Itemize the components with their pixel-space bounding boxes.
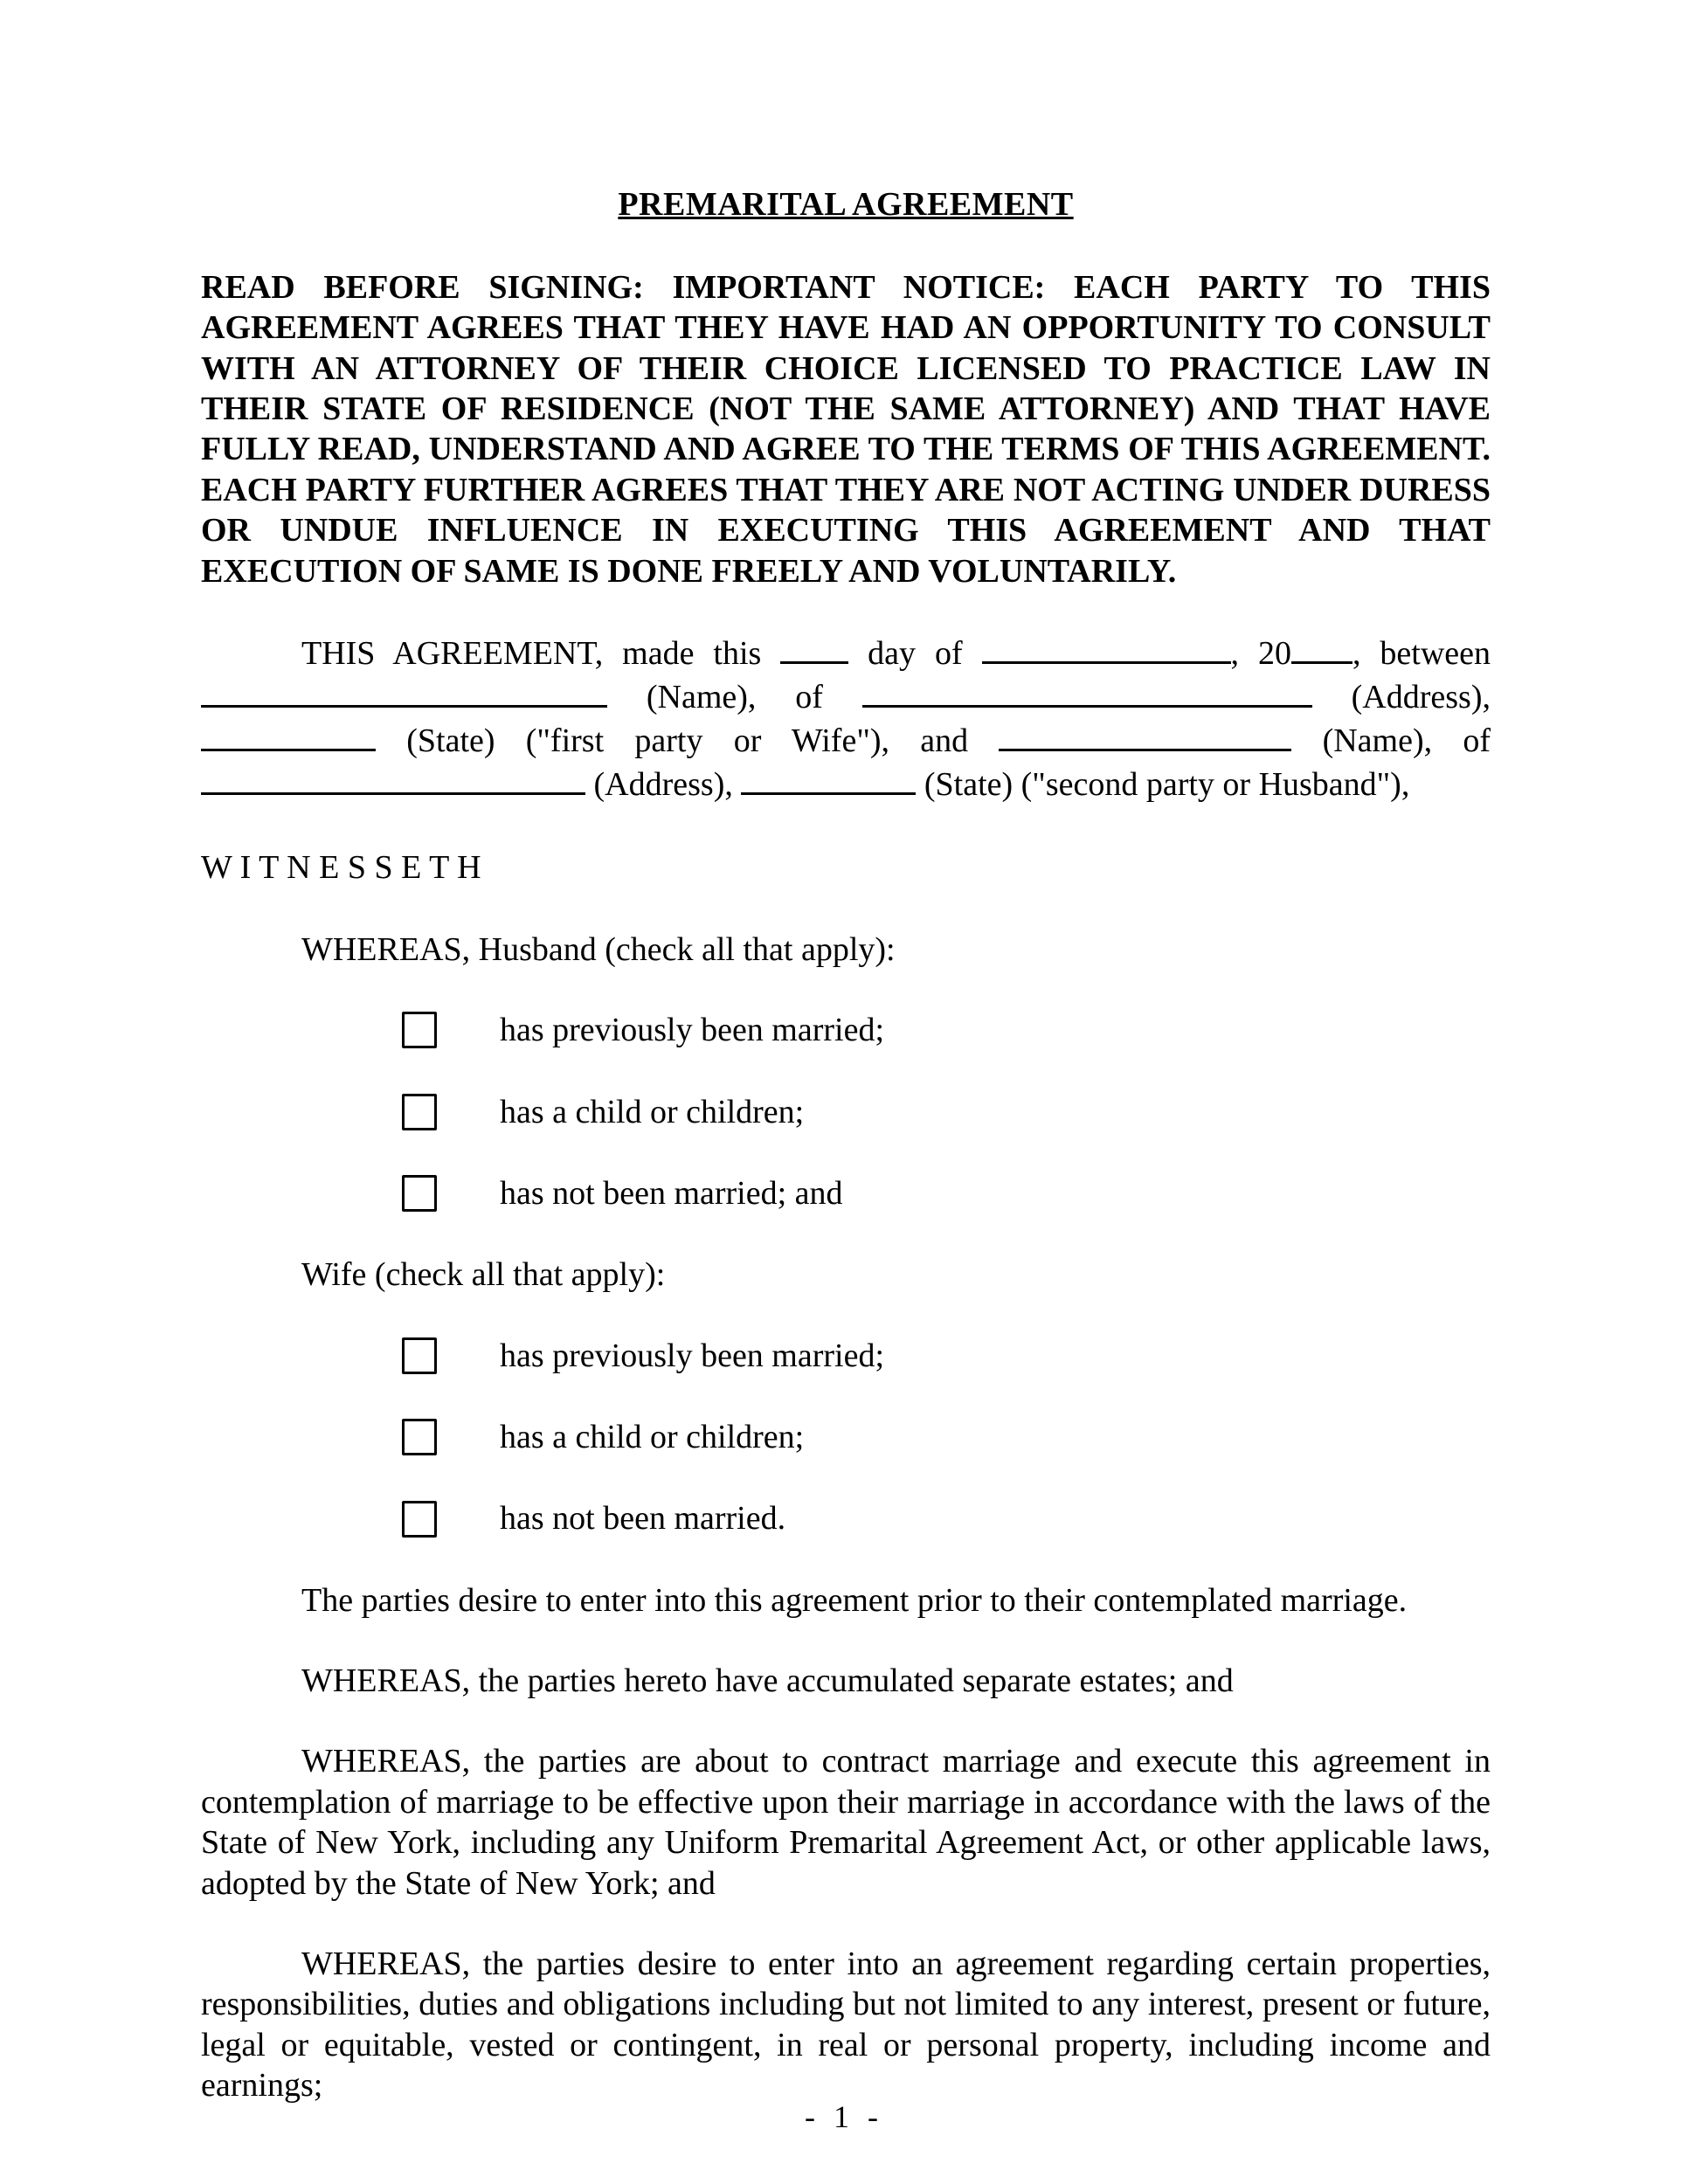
month-blank[interactable]: [982, 635, 1231, 664]
husband-child-or-children-label: has a child or children;: [500, 1093, 805, 1130]
second-party-state-blank[interactable]: [741, 766, 916, 795]
intro-text-segment: (State) ("second party or Husband"),: [916, 766, 1410, 804]
wife-not-married-checkbox[interactable]: [402, 1501, 437, 1538]
wife-child-or-children-label: has a child or children;: [500, 1419, 805, 1456]
wife-previously-married-label: has previously been married;: [500, 1337, 885, 1374]
first-party-state-blank[interactable]: [201, 722, 376, 751]
wife-previously-married-checkbox[interactable]: [402, 1337, 437, 1374]
wife-check-row-2: [402, 1417, 1491, 1457]
properties-paragraph: WHEREAS, the parties desire to enter into an agreement regarding certain properties, responsibilities, duties and obligations including but not limited to any interest, present or future, legal or equitable, vested or contingent, in real or personal property, including income and earnings;: [201, 1945, 1491, 2104]
intro-text-segment: day of: [848, 634, 982, 672]
document-title: PREMARITAL AGREEMENT: [618, 186, 1074, 223]
first-party-address-blank[interactable]: [862, 679, 1312, 708]
wife-section-heading: Wife (check all that apply):: [301, 1256, 666, 1294]
husband-section-heading: WHEREAS, Husband (check all that apply):: [301, 930, 896, 968]
intro-text-segment: (Address),: [1311, 679, 1491, 716]
intro-text-segment: , 20: [1230, 634, 1291, 672]
husband-check-row-3: [402, 1173, 1491, 1213]
first-party-name-blank[interactable]: [201, 679, 607, 708]
notice-paragraph: READ BEFORE SIGNING: IMPORTANT NOTICE: EACH PARTY TO THIS AGREEMENT AGREES THAT THEY HAVE HAD AN OPPORTUNITY TO CONSULT WITH AN ATTORNEY OF THEIR CHOICE LICENSED TO PRACTICE LAW IN THEIR STATE OF RESIDENCE (NOT THE SAME ATTORNEY) AND THAT HAVE FULLY READ, UNDERSTAND AND AGREE TO THE TERMS OF THIS AGREEMENT. EACH PARTY FURTHER AGREES THAT THEY ARE NOT ACTING UNDER DURESS OR UNDUE INFLUENCE IN EXECUTING THIS AGREEMENT AND THAT EXECUTION OF SAME IS DONE FREELY AND VOLUNTARILY.: [201, 269, 1491, 590]
husband-previously-married-label: has previously been married;: [500, 1012, 885, 1049]
second-party-address-blank[interactable]: [201, 766, 585, 795]
intro-text-segment: THIS AGREEMENT, made this: [301, 634, 781, 672]
wife-check-row-1: [402, 1336, 1491, 1376]
wife-not-married-label: has not been married.: [500, 1500, 786, 1538]
agreement-intro-paragraph: [201, 632, 1491, 807]
page-number: - 1 -: [805, 2099, 883, 2134]
husband-previously-married-checkbox[interactable]: [402, 1012, 437, 1048]
husband-not-married-label: has not been married; and: [500, 1174, 843, 1212]
husband-check-row-2: [402, 1092, 1491, 1132]
contract-paragraph: WHEREAS, the parties are about to contract marriage and execute this agreement in contemplation of marriage to be effective upon their marriage in accordance with the laws of the State of New York, including any Uniform Premarital Agreement Act, or other applicable laws, adopted by the State of New York; and: [201, 1743, 1491, 1902]
intro-text-segment: , between: [1352, 634, 1491, 672]
intro-text-segment: (Name), of: [607, 679, 862, 716]
estates-paragraph: WHEREAS, the parties hereto have accumulated separate estates; and: [301, 1662, 1234, 1700]
day-blank[interactable]: [780, 635, 848, 664]
desire-paragraph: The parties desire to enter into this agreement prior to their contemplated marriage.: [301, 1581, 1408, 1619]
witnesseth-heading: W I T N E S S E T H: [201, 848, 481, 886]
husband-not-married-checkbox[interactable]: [402, 1175, 437, 1212]
intro-text-segment: (State) ("first party or Wife"), and: [376, 722, 1000, 760]
husband-check-row-1: [402, 1010, 1491, 1050]
wife-child-or-children-checkbox[interactable]: [402, 1419, 437, 1455]
husband-child-or-children-checkbox[interactable]: [402, 1094, 437, 1130]
wife-check-row-3: [402, 1498, 1491, 1538]
year-blank[interactable]: [1291, 635, 1352, 664]
second-party-name-blank[interactable]: [999, 722, 1291, 751]
document-content: [201, 185, 1491, 2146]
intro-text-segment: (Name), of: [1291, 722, 1491, 760]
intro-text-segment: (Address),: [585, 766, 742, 804]
